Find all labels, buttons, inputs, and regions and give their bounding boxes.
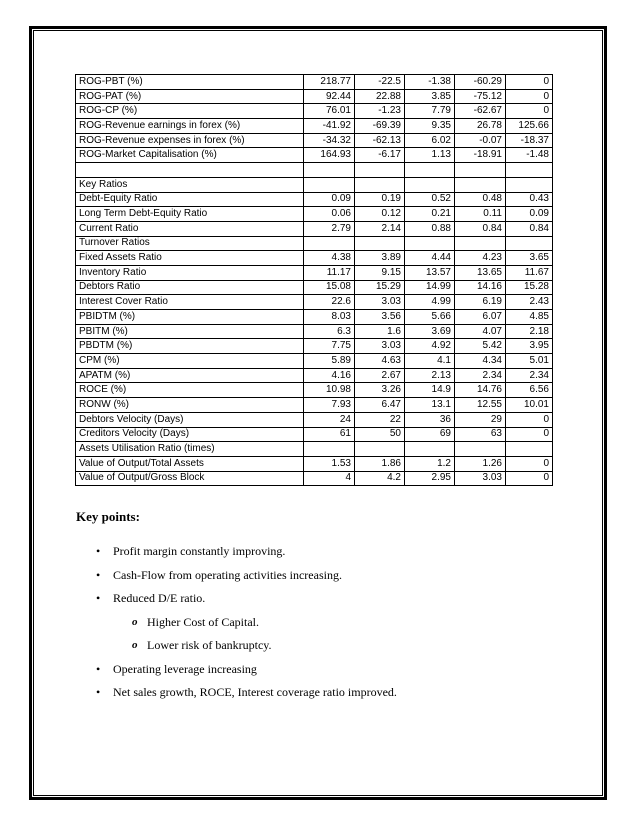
table-cell: 0.48 [455, 192, 506, 207]
table-cell: -22.5 [355, 75, 405, 90]
row-label: Current Ratio [76, 221, 304, 236]
table-row [76, 163, 553, 178]
table-row [76, 442, 553, 457]
table-cell: 2.18 [506, 324, 553, 339]
table-cell: 22.6 [304, 295, 355, 310]
table-row [76, 207, 553, 222]
row-label: ROG-PBT (%) [76, 75, 304, 90]
table-cell: 6.07 [455, 310, 506, 325]
list-item-text: Cash-Flow from operating activities increasing. [113, 567, 342, 582]
row-label: ROG-Market Capitalisation (%) [76, 148, 304, 163]
table-cell: 0.06 [304, 207, 355, 222]
table-cell: 3.89 [355, 251, 405, 266]
table-cell: 3.56 [355, 310, 405, 325]
table-row [76, 471, 553, 486]
table-cell: 0 [506, 89, 553, 104]
row-label: ROG-PAT (%) [76, 89, 304, 104]
financial-ratios-table [75, 74, 553, 486]
table-cell: 10.01 [506, 398, 553, 413]
list-item [96, 591, 397, 615]
table-cell [355, 236, 405, 251]
table-cell: 11.67 [506, 265, 553, 280]
table-cell [405, 442, 455, 457]
table-cell [304, 442, 355, 457]
table-cell: -1.48 [506, 148, 553, 163]
table-cell: 5.01 [506, 354, 553, 369]
table-cell: 4.38 [304, 251, 355, 266]
list-item-text: Lower risk of bankruptcy. [147, 638, 272, 652]
table-row [76, 354, 553, 369]
list-item [96, 662, 397, 686]
table-cell: 0.43 [506, 192, 553, 207]
table-cell: 1.13 [405, 148, 455, 163]
list-item-text: Higher Cost of Capital. [147, 614, 259, 629]
table-cell: 15.29 [355, 280, 405, 295]
table-cell: 0.52 [405, 192, 455, 207]
row-label: Long Term Debt-Equity Ratio [76, 207, 304, 222]
row-label: Value of Output/Total Assets [76, 456, 304, 471]
table-cell: 76.01 [304, 104, 355, 119]
table-cell [405, 163, 455, 178]
table-cell: 0.84 [506, 221, 553, 236]
table-row [76, 75, 553, 90]
list-item-text: Net sales growth, ROCE, Interest coverage ratio improved. [113, 685, 397, 699]
row-label: ROG-CP (%) [76, 104, 304, 119]
list-item [96, 568, 397, 592]
table-cell: -60.29 [455, 75, 506, 90]
key-points-title: Key points: [76, 509, 140, 524]
table-cell: 3.26 [355, 383, 405, 398]
list-item [96, 685, 397, 709]
table-cell: 1.6 [355, 324, 405, 339]
row-label: APATM (%) [76, 368, 304, 383]
table-cell: 0 [506, 471, 553, 486]
table-cell: 13.65 [455, 265, 506, 280]
table-cell [506, 442, 553, 457]
table-cell: 0.21 [405, 207, 455, 222]
table-cell: 2.79 [304, 221, 355, 236]
bullet-icon: o [132, 615, 138, 628]
bullet-icon: • [96, 591, 101, 605]
table-cell: 4.23 [455, 251, 506, 266]
row-label: ROCE (%) [76, 383, 304, 398]
table-cell [455, 163, 506, 178]
table-cell: 10.98 [304, 383, 355, 398]
table-cell: 2.14 [355, 221, 405, 236]
list-item [96, 544, 397, 568]
table-row [76, 148, 553, 163]
table-cell: 1.26 [455, 456, 506, 471]
table-cell: 0 [506, 427, 553, 442]
table-cell [304, 236, 355, 251]
table-cell: 14.9 [405, 383, 455, 398]
table-cell: -18.91 [455, 148, 506, 163]
row-label: Assets Utilisation Ratio (times) [76, 442, 304, 457]
table-cell: -69.39 [355, 119, 405, 134]
table-cell: 3.85 [405, 89, 455, 104]
table-cell: -1.23 [355, 104, 405, 119]
table-cell: 0 [506, 75, 553, 90]
row-label: Debtors Velocity (Days) [76, 412, 304, 427]
table-cell: 164.93 [304, 148, 355, 163]
table-cell: 0.09 [304, 192, 355, 207]
table-cell: 2.34 [506, 368, 553, 383]
table-cell: 4.1 [405, 354, 455, 369]
row-label: CPM (%) [76, 354, 304, 369]
table-cell: 3.03 [455, 471, 506, 486]
table-row [76, 192, 553, 207]
table-cell: -0.07 [455, 133, 506, 148]
table-cell: 6.02 [405, 133, 455, 148]
table-cell: 13.57 [405, 265, 455, 280]
table-cell: 0 [506, 104, 553, 119]
table-cell: 4.34 [455, 354, 506, 369]
table-cell: 1.53 [304, 456, 355, 471]
table-cell: 1.2 [405, 456, 455, 471]
table-row [76, 221, 553, 236]
list-item-text: Reduced D/E ratio. [113, 591, 206, 605]
table-cell [355, 442, 405, 457]
table-row [76, 368, 553, 383]
table-cell: -6.17 [355, 148, 405, 163]
table-cell: 7.93 [304, 398, 355, 413]
table-cell: 4.07 [455, 324, 506, 339]
table-cell: -75.12 [455, 89, 506, 104]
table-cell [455, 442, 506, 457]
table-cell: 5.66 [405, 310, 455, 325]
table-cell: 3.95 [506, 339, 553, 354]
row-label: Interest Cover Ratio [76, 295, 304, 310]
table-cell: 0.11 [455, 207, 506, 222]
table-cell [405, 236, 455, 251]
table-row [76, 119, 553, 134]
table-row [76, 104, 553, 119]
table-cell: 5.89 [304, 354, 355, 369]
table-cell: 125.66 [506, 119, 553, 134]
table-cell: 22.88 [355, 89, 405, 104]
table-cell: -34.32 [304, 133, 355, 148]
row-label: Value of Output/Gross Block [76, 471, 304, 486]
table-cell [506, 163, 553, 178]
table-cell: 9.35 [405, 119, 455, 134]
table-row [76, 280, 553, 295]
table-cell: -41.92 [304, 119, 355, 134]
row-label: PBIDTM (%) [76, 310, 304, 325]
table-cell: 4.85 [506, 310, 553, 325]
list-item [96, 615, 397, 639]
table-cell: 6.47 [355, 398, 405, 413]
row-label: Debtors Ratio [76, 280, 304, 295]
table-cell: 2.67 [355, 368, 405, 383]
table-cell: -62.67 [455, 104, 506, 119]
row-label: PBDTM (%) [76, 339, 304, 354]
table-cell: 29 [455, 412, 506, 427]
table-row [76, 236, 553, 251]
table-cell: 3.03 [355, 295, 405, 310]
table-cell: 0.12 [355, 207, 405, 222]
table-cell: 26.78 [455, 119, 506, 134]
row-label: ROG-Revenue earnings in forex (%) [76, 119, 304, 134]
table-cell: 2.13 [405, 368, 455, 383]
row-label: PBITM (%) [76, 324, 304, 339]
table-row [76, 177, 553, 192]
row-label: ROG-Revenue expenses in forex (%) [76, 133, 304, 148]
bullet-icon: • [96, 685, 101, 699]
list-item-text: Profit margin constantly improving. [113, 544, 286, 558]
table-row [76, 295, 553, 310]
table-cell: 24 [304, 412, 355, 427]
table-cell: 5.42 [455, 339, 506, 354]
key-points-list [96, 544, 397, 709]
row-label: Fixed Assets Ratio [76, 251, 304, 266]
table-cell [455, 177, 506, 192]
table-cell: 2.43 [506, 295, 553, 310]
table-row [76, 339, 553, 354]
table-cell: 15.28 [506, 280, 553, 295]
table-cell [355, 177, 405, 192]
row-label: Creditors Velocity (Days) [76, 427, 304, 442]
table-cell: 92.44 [304, 89, 355, 104]
table-cell: 22 [355, 412, 405, 427]
table-cell: 6.56 [506, 383, 553, 398]
table-cell: 0.88 [405, 221, 455, 236]
table-row [76, 427, 553, 442]
bullet-icon: • [96, 544, 101, 558]
table-cell: 2.95 [405, 471, 455, 486]
table-cell: 7.79 [405, 104, 455, 119]
table-row [76, 383, 553, 398]
table-cell: 2.34 [455, 368, 506, 383]
row-label: Turnover Ratios [76, 236, 304, 251]
table-cell: 4 [304, 471, 355, 486]
table-row [76, 324, 553, 339]
table-cell: 9.15 [355, 265, 405, 280]
table-cell [304, 163, 355, 178]
table-cell: 50 [355, 427, 405, 442]
table-cell: 0.19 [355, 192, 405, 207]
table-cell [405, 177, 455, 192]
table-cell: 13.1 [405, 398, 455, 413]
table-row [76, 456, 553, 471]
table-cell: 0.84 [455, 221, 506, 236]
table-cell [304, 177, 355, 192]
table-cell: 12.55 [455, 398, 506, 413]
row-label: Inventory Ratio [76, 265, 304, 280]
table-cell: 14.99 [405, 280, 455, 295]
table-cell: 15.08 [304, 280, 355, 295]
table-row [76, 89, 553, 104]
list-item [96, 638, 397, 662]
ratios-table-body [76, 75, 553, 486]
table-cell [506, 236, 553, 251]
table-cell: 1.86 [355, 456, 405, 471]
table-cell: 0.09 [506, 207, 553, 222]
table-cell: 6.3 [304, 324, 355, 339]
table-cell: 4.63 [355, 354, 405, 369]
table-cell: 218.77 [304, 75, 355, 90]
row-label [76, 163, 304, 178]
table-cell: 6.19 [455, 295, 506, 310]
table-cell [455, 236, 506, 251]
table-cell: 4.99 [405, 295, 455, 310]
table-cell: 4.16 [304, 368, 355, 383]
table-row [76, 398, 553, 413]
table-cell: 3.65 [506, 251, 553, 266]
table-cell: 14.16 [455, 280, 506, 295]
table-cell: 0 [506, 412, 553, 427]
bullet-icon: • [96, 567, 101, 582]
table-cell: 3.69 [405, 324, 455, 339]
table-row [76, 412, 553, 427]
table-cell: 7.75 [304, 339, 355, 354]
table-cell: 3.03 [355, 339, 405, 354]
table-cell: 69 [405, 427, 455, 442]
list-item-text: Operating leverage increasing [113, 661, 257, 676]
row-label: Debt-Equity Ratio [76, 192, 304, 207]
table-cell: -62.13 [355, 133, 405, 148]
table-cell: -18.37 [506, 133, 553, 148]
bullet-icon: o [132, 639, 138, 651]
table-cell: 11.17 [304, 265, 355, 280]
table-row [76, 133, 553, 148]
table-cell: 8.03 [304, 310, 355, 325]
bullet-icon: • [96, 661, 101, 676]
table-cell: 4.92 [405, 339, 455, 354]
table-cell: 14.76 [455, 383, 506, 398]
row-label: RONW (%) [76, 398, 304, 413]
table-cell: 0 [506, 456, 553, 471]
table-row [76, 251, 553, 266]
table-cell: 4.44 [405, 251, 455, 266]
table-cell [506, 177, 553, 192]
table-row [76, 310, 553, 325]
table-cell: 63 [455, 427, 506, 442]
table-cell: -1.38 [405, 75, 455, 90]
table-cell: 36 [405, 412, 455, 427]
table-cell: 61 [304, 427, 355, 442]
table-row [76, 265, 553, 280]
table-cell [355, 163, 405, 178]
row-label: Key Ratios [76, 177, 304, 192]
table-cell: 4.2 [355, 471, 405, 486]
